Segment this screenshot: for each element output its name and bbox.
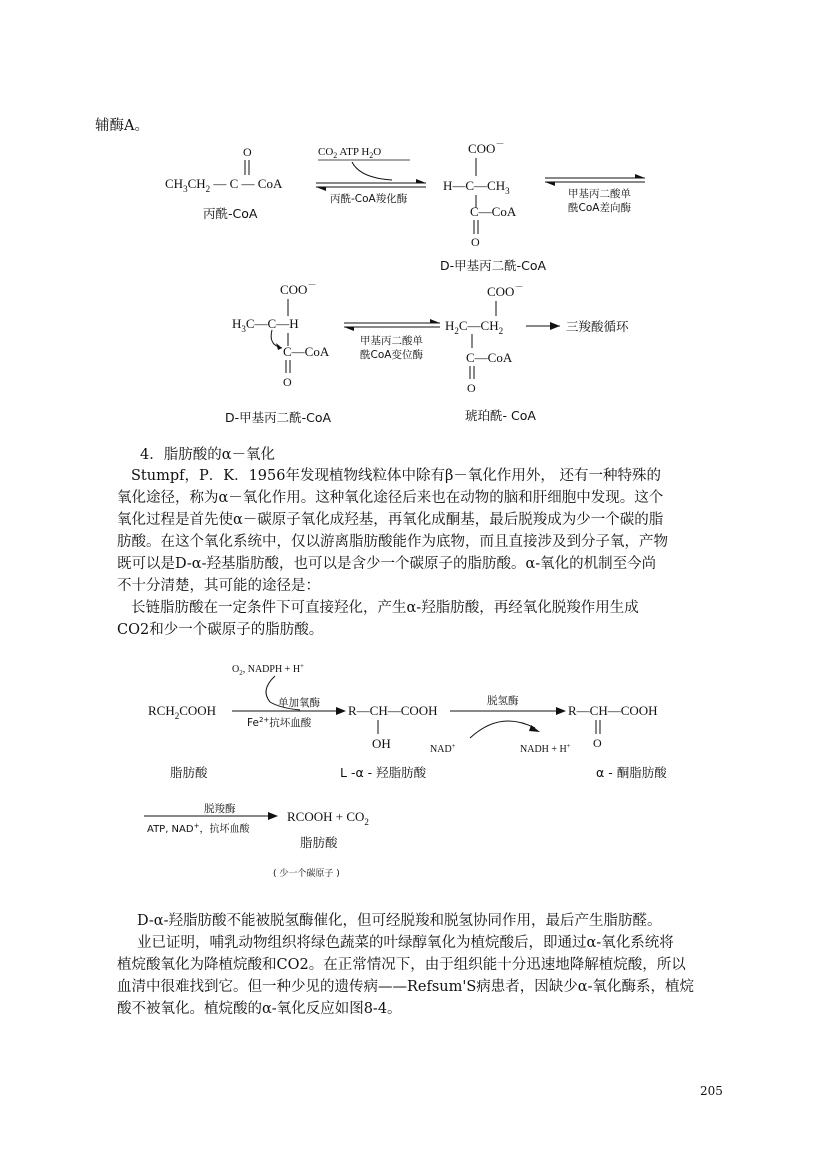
products-label: 脂肪酸: [300, 835, 338, 850]
nad-label: NAD+: [430, 742, 456, 755]
propionyl-coa-label: 丙酰-CoA: [203, 206, 258, 221]
succinyl-oxygen: O: [467, 381, 476, 395]
closing-line: 业已证明，哺乳动物组织将绿色蔬菜的叶绿醇氧化为植烷酸后，即通过α-氧化系统将: [137, 935, 674, 951]
hydroxy-acid-formula: R—CH—COOH: [348, 703, 438, 718]
closing-paragraph: [117, 910, 694, 1020]
succinyl-label: 琥珀酰- CoA: [465, 408, 536, 423]
products-note: ( 少一个碳原子 ): [273, 869, 340, 879]
para2-line: 长链脂肪酸在一定条件下可直接羟化，产生α-羟脂肪酸，再经氧化脱羧作用生成: [131, 600, 639, 616]
succinyl-center: $H_2C—CH_2$: [445, 318, 504, 336]
fe-vitc-label: $Fe^{2+}$抗坏血酸: [247, 716, 312, 729]
d-mmcoa-label: D-甲基丙二酰-CoA: [440, 258, 547, 273]
fatty-acid-label: 脂肪酸: [170, 765, 208, 780]
d-mmcoa-center: $H—C—CH_3$: [443, 178, 510, 196]
row2-coa: C—CoA: [283, 344, 330, 359]
page-number: 205: [700, 1084, 723, 1098]
para1-line: 不十分清楚，其可能的途径是：: [117, 578, 320, 594]
coo-minus-3: COO－: [487, 282, 524, 299]
substrate-formula: $RCH_2COOH$: [148, 703, 217, 721]
cofactors-label: $CO_2$ ATP $H_2O$: [318, 146, 382, 160]
para1-line: Stumpf，P．K．1956年发现植物线粒体中除有β－氧化作用外， 还有一种特殊的: [131, 468, 661, 484]
closing-line: 酸不被氧化。植烷酸的α-氧化反应如图8-4。: [117, 1001, 402, 1017]
para2-line: CO2和少一个碳原子的脂肪酸。: [117, 622, 324, 638]
decarboxylase-label: 脱羧酶: [204, 803, 236, 815]
para1-line: 氧化途径，称为α－氧化作用。这种氧化途径后来也在动物的脑和肝细胞中发现。这个: [117, 490, 664, 506]
keto-label: α - 酮脂肪酸: [596, 765, 667, 780]
propionyl-coa-formula: $CH_3CH_2$ — C — CoA: [165, 176, 283, 194]
enzyme-epimerase-1: 甲基丙二酸单: [568, 188, 631, 200]
coo-minus: COO－: [468, 139, 505, 156]
carbonyl-oxygen: O: [243, 145, 252, 159]
succinyl-coa: C—CoA: [466, 350, 513, 365]
closing-line: D-α-羟脂肪酸不能被脱氢酶催化，但可经脱羧和脱氢协同作用，最后产生脂肪醛。: [137, 913, 662, 929]
keto-oxygen: O: [593, 736, 602, 750]
d-mmcoa-coa: C—CoA: [470, 204, 517, 219]
l-hydroxy-label: L -α - 羟脂肪酸: [340, 765, 427, 780]
nadh-label: NADH + H+: [520, 742, 571, 755]
row2-oxygen: O: [283, 375, 292, 389]
alpha-oxidation-scheme: [0, 650, 825, 910]
o2-nadph-label: $O_2$, NADPH + H+: [232, 662, 304, 677]
enzyme-propionyl-carboxylase: 丙酰-CoA羧化酶: [330, 193, 408, 205]
tca-cycle-label: 三羧酸循环: [566, 319, 629, 334]
section-heading: 4．脂肪酸的α－氧化: [140, 447, 276, 463]
products-formula: RCOOH + $CO_2$: [287, 809, 369, 827]
enzyme-mutase-1: 甲基丙二酸单: [360, 335, 423, 347]
dehydrogenase-label: 脱氢酶: [487, 695, 519, 707]
row2-center: $H_3C—C—H$: [232, 316, 299, 334]
keto-acid-formula: R—CH—COOH: [568, 703, 658, 718]
coo-minus-2: COO－: [280, 280, 317, 297]
para1-line: 氧化过程是首先使α－碳原子氧化成羟基，再氧化成酮基，最后脱羧成为少一个碳的脂: [117, 512, 664, 528]
para1-line: 既可以是D-α-羟基脂肪酸，也可以是含少一个碳原子的脂肪酸。α-氧化的机制至今尚: [117, 556, 657, 572]
closing-line: 血清中很难找到它。但一种少见的遗传病——Refsum'S病患者，因缺少α-氧化酶系，植烷: [117, 979, 695, 995]
monooxygenase-label: 单加氧酶: [278, 697, 320, 709]
enzyme-mutase-2: 酰CoA变位酶: [360, 349, 423, 361]
hydroxyl-label: OH: [372, 736, 391, 751]
para1-line: 肪酸。在这个氧化系统中，仅以游离脂肪酸能作为底物，而且直接涉及到分子氧，产物: [117, 534, 668, 550]
row2-left-label: D-甲基丙二酰-CoA: [225, 410, 332, 425]
d-mmcoa-oxygen: O: [471, 235, 480, 249]
closing-line: 植烷酸氧化为降植烷酸和CO2。在正常情况下，由于组织能十分迅速地降解植烷酸，所以: [117, 957, 686, 973]
enzyme-epimerase-2: 酰CoA差向酶: [568, 202, 631, 214]
propionyl-coa-scheme: [0, 0, 825, 440]
intro-line: 辅酶A。: [95, 118, 149, 134]
decarb-cofactors-label: ATP, NAD+，抗坏血酸: [147, 822, 250, 835]
paragraph-1: [117, 465, 668, 641]
